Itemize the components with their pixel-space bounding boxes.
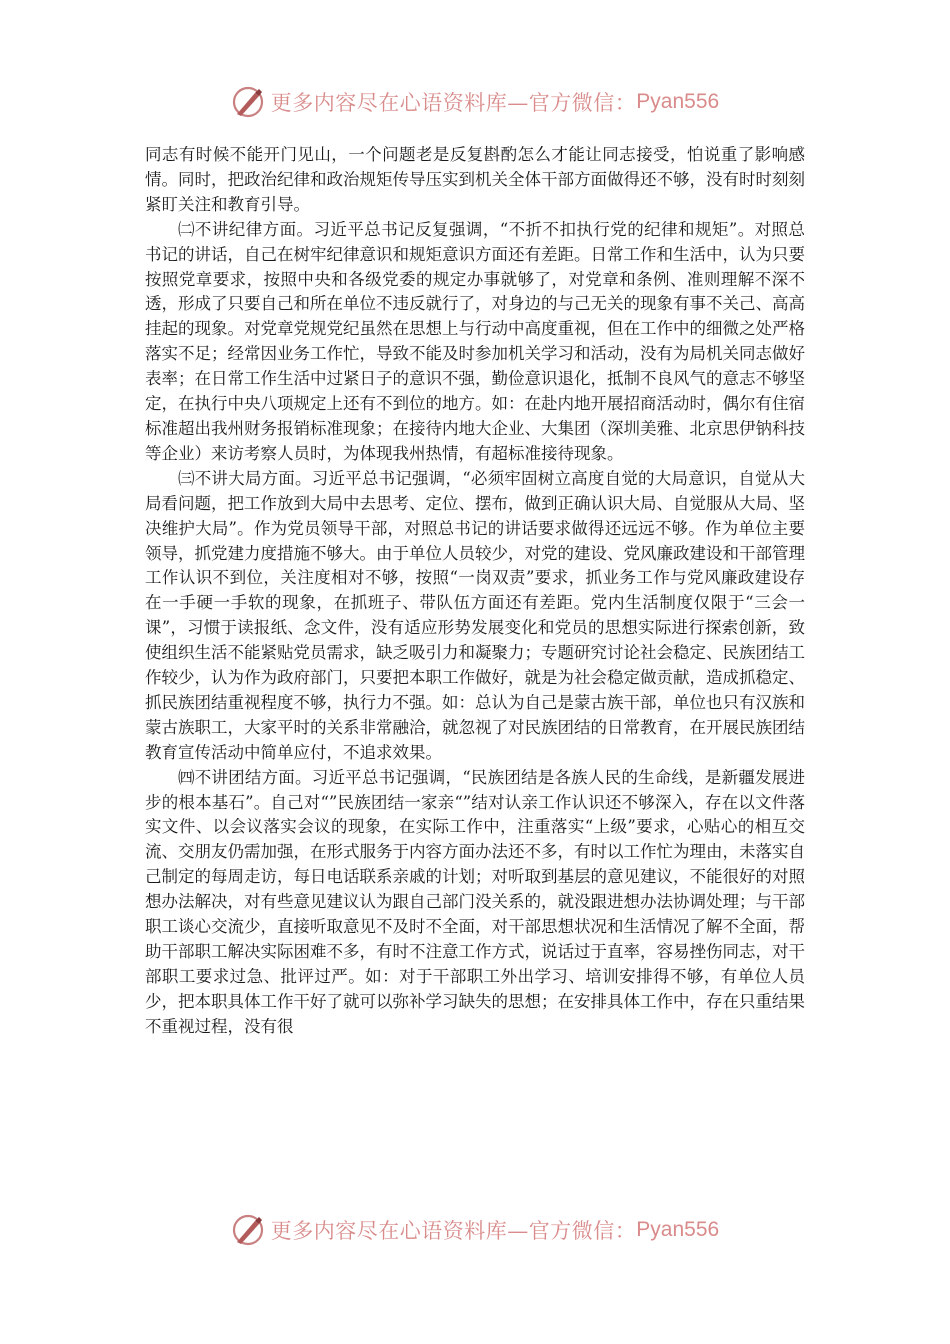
- header-watermark-banner: [0, 80, 950, 124]
- pen-nib-circle-icon: [231, 1213, 265, 1247]
- paragraph-continuation: 同志有时候不能开门见山，一个问题老是反复斟酌怎么才能让同志接受，怕说重了影响感情。同时，把政治纪律和政治规矩传导压实到机关全体干部方面做得还不够，没有时时刻刻紧盯关注和教育引导。: [145, 145, 805, 214]
- document-body: [145, 143, 805, 1040]
- banner-wechat-id: Pyan556: [636, 90, 720, 113]
- paragraph-discipline: ㈡不讲纪律方面。习近平总书记反复强调，“不折不扣执行党的纪律和规矩”。对照总书记的讲话，自己在树牢纪律意识和规矩意识方面还有差距。日常工作和生活中，认为只要按照党章要求，按照中央和各级党委的规定办事就够了，对党章和条例、准则理解不深不透，形成了只要自己和所在单位不违反就行了，对身边的与己无关的现象有事不关己、高高挂起的现象。对党章党规党纪虽然在思想上与行动中高度重视，但在工作中的细微之处严格落实不足；经常因业务工作忙，导致不能及时参加机关学习和活动，没有为局机关同志做好表率；在日常工作生活中过紧日子的意识不强，勤俭意识退化，抵制不良风气的意志不够坚定，在执行中央八项规定上还有不到位的地方。如：在赴内地开展招商活动时，偶尔有住宿标准超出我州财务报销标准现象；在接待内地大企业、大集团（深圳美雅、北京思伊钠科技等企业）来访考察人员时，为体现我州热情，有超标准接待现象。: [145, 219, 805, 463]
- banner-text: 更多内容尽在心语资料库—官方微信：: [270, 1219, 637, 1243]
- paragraph-unity: ㈣不讲团结方面。习近平总书记强调，“民族团结是各族人民的生命线，是新疆发展进步的根本基石”。自己对“”民族团结一家亲“”结对认亲工作认识还不够深入，存在以文件落实文件、以会议落实会议的现象，在实际工作中，注重落实“上级”要求，心贴心的相互交流、交朋友仍需加强，在形式服务于内容方面办法还不多，有时以工作忙为理由，未落实自己制定的每周走访，每日电话联系亲戚的计划；对听取到基层的意见建议，不能很好的对照想办法解决，对有些意见建议认为跟自己部门没关系的，就没跟进想办法协调处理；与干部职工谈心交流少，直接听取意见不及时不全面，对干部思想状况和生活情况了解不全面，帮助干部职工解决实际困难不多，有时不注意工作方式，说话过于直率，容易挫伤同志，对干部职工要求过急、批评过严。如：对于干部职工外出学习、培训安排得不够，有单位人员少，把本职具体工作干好了就可以弥补学习缺失的思想；在安排具体工作中，存在只重结果不重视过程，没有很: [145, 767, 805, 1036]
- banner-wechat-id: Pyan556: [636, 1218, 720, 1241]
- paragraph-overall-situation: ㈢不讲大局方面。习近平总书记强调，“必须牢固树立高度自觉的大局意识，自觉从大局看问题，把工作放到大局中去思考、定位、摆布，做到正确认识大局、自觉服从大局、坚决维护大局”。作为党员领导干部，对照总书记的讲话要求做得还远远不够。作为单位主要领导，抓党建力度措施不够大。由于单位人员较少，对党的建设、党风廉政建设和干部管理工作认识不到位，关注度相对不够，按照“一岗双责”要求，抓业务工作与党风廉政建设存在一手硬一手软的现象，在抓班子、带队伍方面还有差距。党内生活制度仅限于“三会一课”，习惯于读报纸、念文件，没有适应形势发展变化和党员的思想实际进行探索创新，致使组织生活不能紧贴党员需求，缺乏吸引力和凝聚力；专题研究讨论社会稳定、民族团结工作较少，认为作为政府部门，只要把本职工作做好，就是为社会稳定做贡献，造成抓稳定、抓民族团结重视程度不够，执行力不强。如：总认为自己是蒙古族干部，单位也只有汉族和蒙古族职工，大家平时的关系非常融洽，就忽视了对民族团结的日常教育，在开展民族团结教育宣传活动中简单应付，不追求效果。: [145, 468, 805, 762]
- pen-nib-circle-icon: [231, 85, 265, 119]
- footer-watermark-banner: [0, 1208, 950, 1252]
- banner-text: 更多内容尽在心语资料库—官方微信：: [270, 91, 637, 115]
